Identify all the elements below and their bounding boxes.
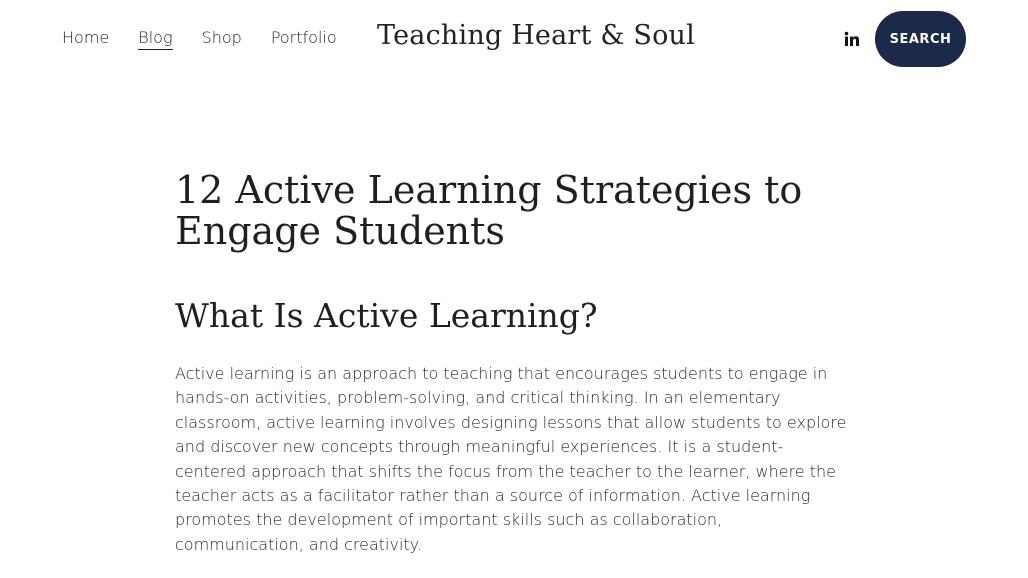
nav-link-home[interactable]: Home: [62, 28, 110, 47]
nav-link-shop[interactable]: Shop: [201, 28, 242, 47]
site-header: [0, 0, 1028, 78]
search-button[interactable]: SEARCH: [875, 11, 966, 67]
article: [175, 170, 855, 557]
section-heading: What Is Active Learning?: [175, 296, 598, 335]
linkedin-icon[interactable]: [842, 29, 862, 49]
article-paragraph: Active learning is an approach to teaching that encourages students to engage in hands-on activities, problem-solving, and critical thinking. In an elementary classroom, active learning involves designing lessons that allow students to explore and discover new concepts through meaningful experiences. It is a student-centered approach that shifts the focus from the teacher to the learner, where the teacher acts as a facilitator rather than a source of information. Active learning promotes the development of important skills such as collaboration, communication, and creativity.: [175, 364, 847, 554]
nav-link-blog[interactable]: Blog: [138, 27, 172, 50]
nav-link-portfolio[interactable]: Portfolio: [270, 28, 337, 47]
post-title: 12 Active Learning Strategies to Engage Students: [175, 168, 803, 253]
main-nav: [62, 27, 366, 50]
site-title[interactable]: Teaching Heart & Soul: [377, 20, 695, 51]
